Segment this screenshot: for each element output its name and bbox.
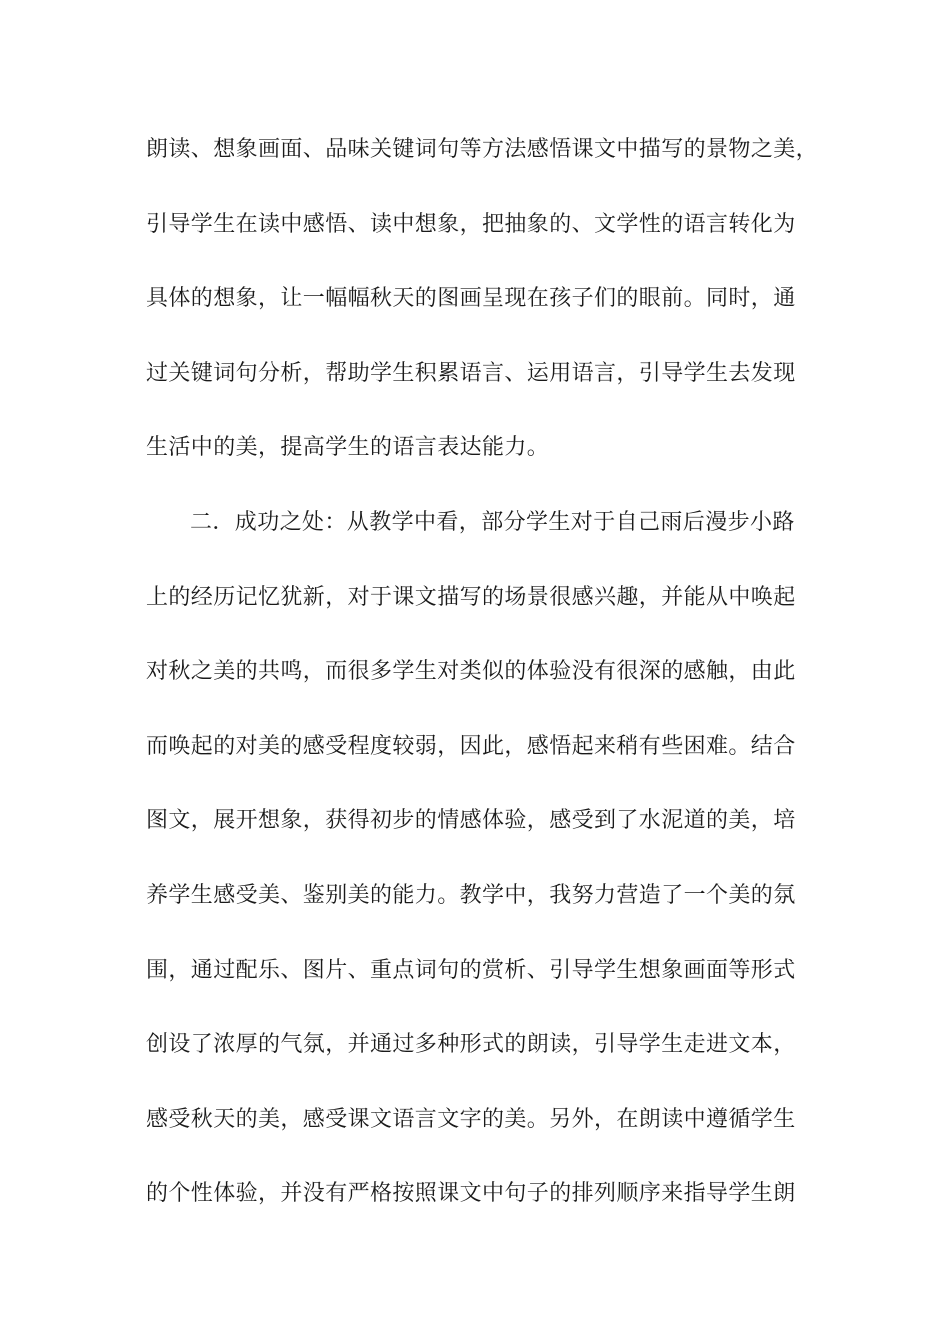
- section-heading-line: 二．成功之处：从教学中看，部分学生对于自己雨后漫步小路: [190, 509, 795, 535]
- text-line: 对秋之美的共鸣，而很多学生对类似的体验没有很深的感触，由此: [146, 659, 796, 685]
- text-line: 引导学生在读中感悟、读中想象，把抽象的、文学性的语言转化为: [146, 211, 796, 237]
- body-text: [146, 128, 819, 1247]
- text-line: 上的经历记忆犹新，对于课文描写的场景很感兴趣，并能从中唤起: [146, 584, 796, 610]
- text-line: 朗读、想象画面、品味关键词句等方法感悟课文中描写的景物之美，: [146, 137, 819, 162]
- text-line: 而唤起的对美的感受程度较弱，因此，感悟起来稍有些困难。结合: [146, 733, 796, 759]
- text-line: 围，通过配乐、图片、重点词句的赏析、引导学生想象画面等形式: [146, 957, 796, 983]
- text-line: 具体的想象，让一幅幅秋天的图画呈现在孩子们的眼前。同时，通: [146, 286, 796, 312]
- text-line: 图文，展开想象，获得初步的情感体验，感受到了水泥道的美，培: [146, 808, 796, 834]
- text-line: 创设了浓厚的气氛，并通过多种形式的朗读，引导学生走进文本，: [146, 1032, 796, 1058]
- text-line: 感受秋天的美，感受课文语言文字的美。另外，在朗读中遵循学生: [146, 1106, 796, 1132]
- text-line: 的个性体验，并没有严格按照课文中句子的排列顺序来指导学生朗: [146, 1181, 796, 1207]
- text-line: 养学生感受美、鉴别美的能力。教学中，我努力营造了一个美的氛: [146, 882, 796, 908]
- text-line: 过关键词句分析，帮助学生积累语言、运用语言，引导学生去发现: [146, 360, 796, 386]
- text-line: 生活中的美，提高学生的语言表达能力。: [146, 435, 550, 461]
